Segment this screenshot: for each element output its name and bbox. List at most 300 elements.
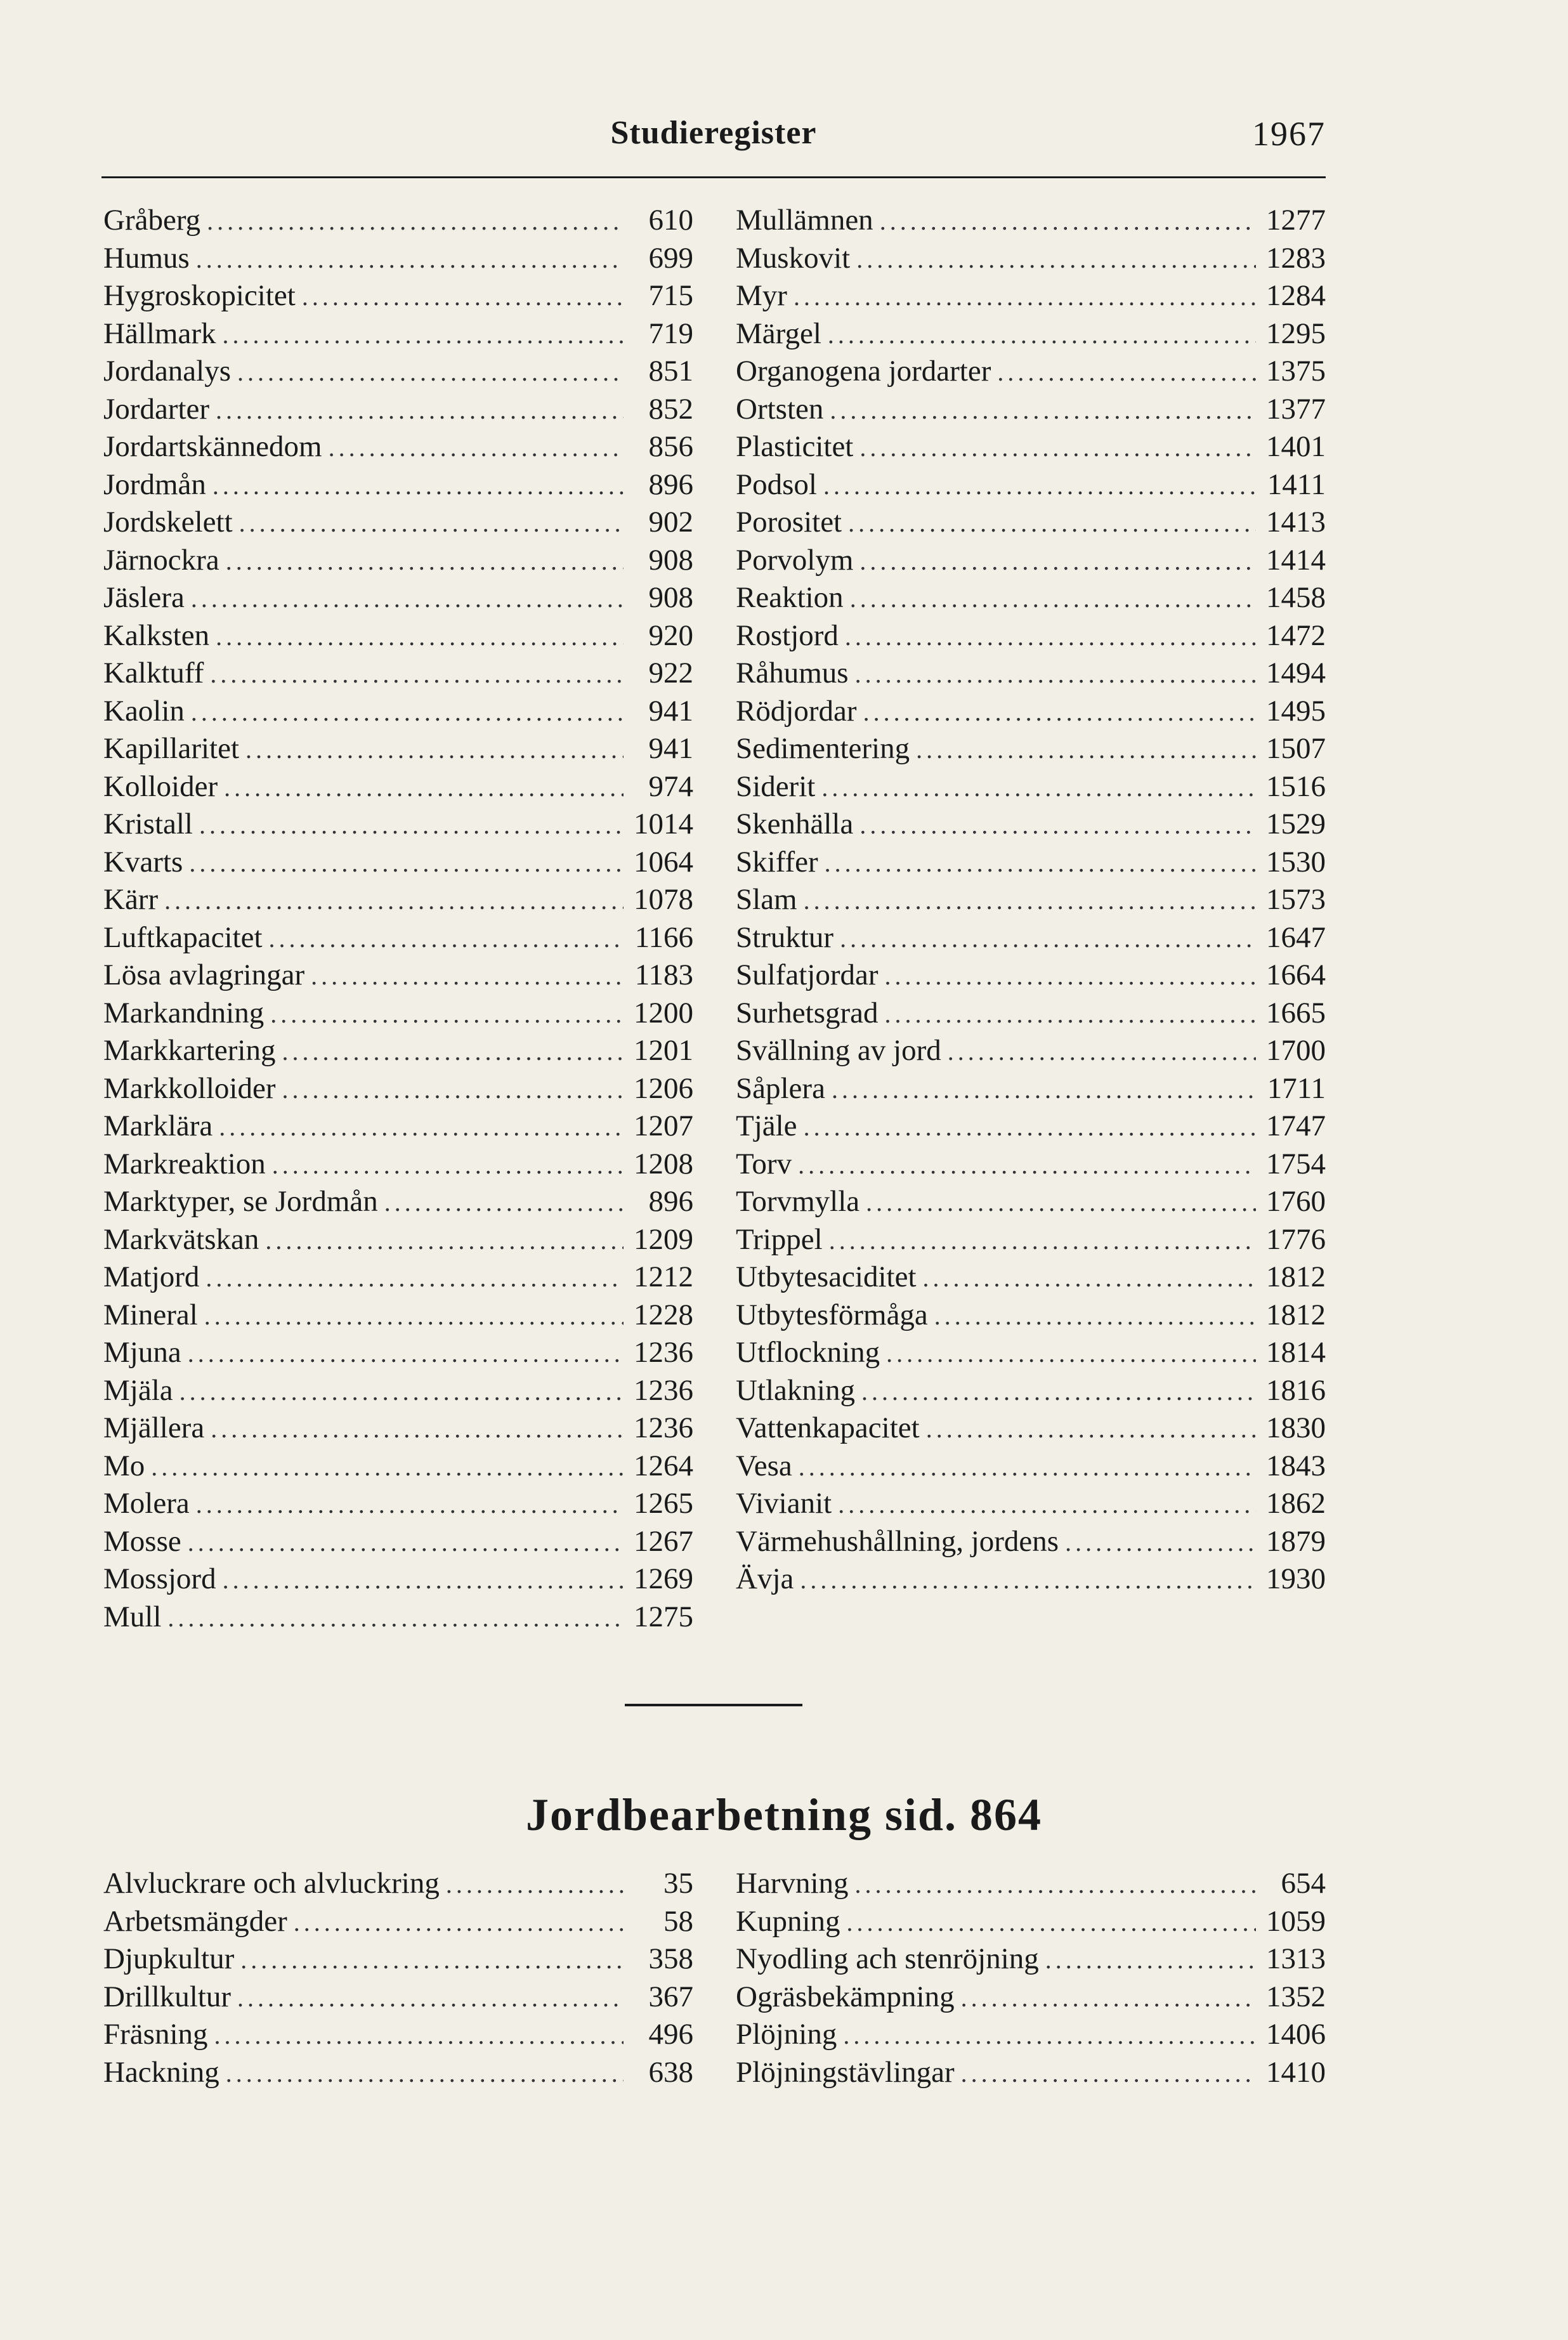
dot-leader bbox=[866, 1184, 1256, 1222]
index-term: Utlakning bbox=[736, 1373, 855, 1407]
index-entry bbox=[103, 542, 693, 580]
index-page-number: 1862 bbox=[1266, 1487, 1326, 1520]
header-rule bbox=[101, 176, 1326, 178]
index-entry bbox=[736, 1560, 1326, 1598]
index-page-number: 715 bbox=[648, 279, 693, 312]
index-entry bbox=[736, 768, 1326, 806]
index-page-number: 908 bbox=[648, 543, 693, 577]
index-page-number: 1930 bbox=[1266, 1562, 1326, 1595]
index-page-number: 1014 bbox=[634, 807, 693, 840]
dot-leader bbox=[180, 1373, 624, 1411]
index-entry bbox=[736, 1146, 1326, 1184]
index-term: Märgel bbox=[736, 317, 821, 350]
dot-leader bbox=[216, 618, 624, 656]
index-term: Organogena jordarter bbox=[736, 355, 991, 388]
index-term: Hällmark bbox=[103, 317, 216, 350]
index-page-number: 896 bbox=[648, 1185, 693, 1218]
index-term: Tjäle bbox=[736, 1109, 797, 1142]
page-number: 1967 bbox=[1252, 115, 1326, 153]
index-entry bbox=[736, 277, 1326, 315]
index-entry bbox=[103, 1032, 693, 1070]
index-page-number: 1201 bbox=[634, 1034, 693, 1067]
index-entry bbox=[736, 1297, 1326, 1335]
index-page-number: 1458 bbox=[1266, 581, 1326, 614]
index-entry bbox=[103, 995, 693, 1033]
index-page-number: 1495 bbox=[1266, 694, 1326, 728]
index-page-number: 1664 bbox=[1266, 958, 1326, 991]
index-page-number: 896 bbox=[648, 467, 693, 501]
dot-leader bbox=[282, 1071, 624, 1109]
dot-leader bbox=[223, 316, 624, 354]
dot-leader bbox=[167, 1599, 624, 1637]
index-page-number: 1830 bbox=[1266, 1411, 1326, 1444]
index-entry bbox=[736, 1108, 1326, 1146]
index-entry bbox=[103, 240, 693, 278]
index-entry bbox=[736, 1865, 1326, 1903]
index-term: Molera bbox=[103, 1487, 190, 1520]
index-page-number: 1410 bbox=[1266, 2055, 1326, 2089]
index-entry bbox=[103, 655, 693, 693]
index-term: Skenhälla bbox=[736, 807, 854, 840]
index-term: Matjord bbox=[103, 1260, 200, 1293]
index-entry bbox=[103, 919, 693, 957]
index-page-number: 941 bbox=[648, 694, 693, 728]
dot-leader bbox=[850, 580, 1256, 618]
index-entry bbox=[736, 693, 1326, 731]
dot-leader bbox=[311, 957, 624, 995]
index-entry bbox=[736, 844, 1326, 882]
index-entry bbox=[736, 1448, 1326, 1486]
page-header bbox=[101, 114, 1326, 165]
index-entry bbox=[736, 428, 1326, 466]
index-page-number: 1277 bbox=[1266, 204, 1326, 237]
dot-leader bbox=[886, 1335, 1256, 1373]
index-term: Sulfatjordar bbox=[736, 958, 879, 991]
index-entry bbox=[103, 730, 693, 768]
index-term: Mossjord bbox=[103, 1562, 216, 1595]
index-page-number: 902 bbox=[648, 506, 693, 539]
dot-leader bbox=[855, 655, 1256, 693]
dot-leader bbox=[191, 693, 624, 731]
dot-leader bbox=[799, 1448, 1256, 1486]
index-term: Mullämnen bbox=[736, 204, 873, 237]
index-column-left bbox=[103, 202, 693, 1636]
index-page-number: 654 bbox=[1281, 1867, 1326, 1900]
index-page-number: 638 bbox=[648, 2055, 693, 2089]
index-term: Svällning av jord bbox=[736, 1034, 941, 1067]
section-column-left bbox=[103, 1865, 693, 2091]
index-term: Muskovit bbox=[736, 241, 851, 275]
index-term: Kärr bbox=[103, 883, 159, 916]
index-page-number: 719 bbox=[648, 317, 693, 350]
index-term: Ortsten bbox=[736, 392, 824, 426]
dot-leader bbox=[302, 278, 624, 316]
index-page-number: 1313 bbox=[1266, 1942, 1326, 1975]
index-entry bbox=[103, 1221, 693, 1259]
index-entry bbox=[103, 1258, 693, 1297]
index-entry bbox=[103, 466, 693, 504]
dot-leader bbox=[821, 769, 1256, 807]
index-term: Kolloider bbox=[103, 769, 218, 803]
index-entry bbox=[103, 617, 693, 655]
dot-leader bbox=[164, 882, 624, 920]
index-page-number: 1754 bbox=[1266, 1147, 1326, 1180]
index-page-number: 1265 bbox=[634, 1487, 693, 1520]
index-page-number: 1879 bbox=[1266, 1524, 1326, 1558]
dot-leader bbox=[189, 844, 624, 882]
index-entry bbox=[103, 1409, 693, 1448]
dot-leader bbox=[840, 920, 1256, 958]
dot-leader bbox=[329, 429, 624, 467]
index-page-number: 851 bbox=[648, 355, 693, 388]
index-term: Marklära bbox=[103, 1109, 213, 1142]
section-column-right bbox=[736, 1865, 1326, 2091]
index-term: Järnockra bbox=[103, 543, 219, 577]
index-term: Kalktuff bbox=[103, 657, 204, 690]
index-entry bbox=[736, 1940, 1326, 1978]
index-term: Kapillaritet bbox=[103, 732, 240, 765]
index-page-number: 58 bbox=[663, 1904, 693, 1938]
dot-leader bbox=[206, 1259, 624, 1297]
index-term: Såplera bbox=[736, 1071, 825, 1105]
dot-leader bbox=[825, 844, 1256, 882]
index-page-number: 941 bbox=[648, 732, 693, 765]
index-entry bbox=[736, 1258, 1326, 1297]
index-page-number: 1530 bbox=[1266, 845, 1326, 879]
index-entry bbox=[736, 730, 1326, 768]
index-term: Siderit bbox=[736, 769, 816, 803]
index-term: Marktyper, se Jordmån bbox=[103, 1185, 378, 1218]
dot-leader bbox=[237, 1979, 624, 2017]
index-page-number: 1816 bbox=[1266, 1373, 1326, 1407]
dot-leader bbox=[843, 2016, 1256, 2055]
index-page-number: 1275 bbox=[634, 1600, 693, 1633]
index-entry bbox=[736, 1903, 1326, 1941]
dot-leader bbox=[188, 1335, 624, 1373]
index-term: Luftkapacitet bbox=[103, 920, 263, 954]
index-term: Vivianit bbox=[736, 1487, 832, 1520]
index-term: Plasticitet bbox=[736, 430, 854, 463]
index-term: Värmehushållning, jordens bbox=[736, 1524, 1059, 1558]
dot-leader bbox=[828, 316, 1256, 354]
index-entry bbox=[736, 1070, 1326, 1108]
index-entry bbox=[103, 1448, 693, 1486]
dot-leader bbox=[961, 2055, 1256, 2093]
index-term: Fräsning bbox=[103, 2018, 208, 2051]
index-page-number: 1494 bbox=[1266, 657, 1326, 690]
index-entry bbox=[103, 202, 693, 240]
dot-leader bbox=[798, 1146, 1256, 1184]
dot-leader bbox=[855, 1866, 1256, 1904]
index-page-number: 35 bbox=[663, 1867, 693, 1900]
index-page-number: 699 bbox=[648, 241, 693, 275]
index-page-number: 1059 bbox=[1266, 1904, 1326, 1938]
index-entry bbox=[736, 1032, 1326, 1070]
index-term: Kaolin bbox=[103, 694, 185, 728]
index-entry bbox=[103, 277, 693, 315]
index-term: Torv bbox=[736, 1147, 792, 1180]
dot-leader bbox=[226, 542, 624, 580]
dot-leader bbox=[832, 1071, 1256, 1109]
dot-leader bbox=[199, 806, 624, 844]
index-entry bbox=[736, 202, 1326, 240]
index-page-number: 1375 bbox=[1266, 355, 1326, 388]
dot-leader bbox=[216, 391, 624, 429]
index-page-number: 974 bbox=[648, 769, 693, 803]
dot-leader bbox=[196, 240, 624, 278]
index-term: Plöjning bbox=[736, 2018, 837, 2051]
index-entry bbox=[103, 1485, 693, 1523]
index-page-number: 1401 bbox=[1266, 430, 1326, 463]
index-entry bbox=[736, 1409, 1326, 1448]
index-page-number: 1507 bbox=[1266, 732, 1326, 765]
index-entry bbox=[103, 1070, 693, 1108]
index-entry bbox=[103, 1598, 693, 1637]
dot-leader bbox=[151, 1448, 624, 1486]
index-term: Ogräsbekämpning bbox=[736, 1980, 955, 2013]
dot-leader bbox=[191, 580, 624, 618]
dot-leader bbox=[948, 1033, 1256, 1071]
index-term: Jordarter bbox=[103, 392, 210, 426]
index-term: Rostjord bbox=[736, 618, 839, 652]
index-entry bbox=[103, 391, 693, 429]
index-term: Råhumus bbox=[736, 657, 849, 690]
dot-leader bbox=[240, 1941, 624, 1979]
index-page-number: 1212 bbox=[634, 1260, 693, 1293]
index-entry bbox=[103, 806, 693, 844]
dot-leader bbox=[207, 202, 624, 240]
dot-leader bbox=[239, 504, 624, 542]
index-entry bbox=[736, 1978, 1326, 2016]
index-term: Kvarts bbox=[103, 845, 183, 879]
index-entry bbox=[103, 881, 693, 919]
dot-leader bbox=[269, 920, 624, 958]
index-page-number: 1711 bbox=[1267, 1071, 1326, 1105]
index-entry bbox=[103, 315, 693, 353]
index-term: Kristall bbox=[103, 807, 193, 840]
index-entry bbox=[736, 806, 1326, 844]
index-page-number: 1236 bbox=[634, 1336, 693, 1369]
index-term: Reaktion bbox=[736, 581, 844, 614]
index-page-number: 1166 bbox=[634, 920, 693, 954]
index-page-number: 1747 bbox=[1266, 1109, 1326, 1142]
index-page-number: 1295 bbox=[1266, 317, 1326, 350]
dot-leader bbox=[245, 731, 624, 769]
index-page-number: 1814 bbox=[1266, 1336, 1326, 1369]
dot-leader bbox=[237, 353, 624, 391]
index-entry bbox=[103, 1865, 693, 1903]
index-entry bbox=[103, 2016, 693, 2054]
dot-leader bbox=[859, 806, 1256, 844]
dot-leader bbox=[830, 391, 1256, 429]
index-entry bbox=[736, 957, 1326, 995]
index-term: Utbytesaciditet bbox=[736, 1260, 917, 1293]
index-entry bbox=[736, 315, 1326, 353]
index-entry bbox=[103, 1108, 693, 1146]
index-term: Plöjningstävlingar bbox=[736, 2055, 955, 2089]
index-page-number: 1406 bbox=[1266, 2018, 1326, 2051]
index-column-right bbox=[736, 202, 1326, 1598]
index-term: Porvolym bbox=[736, 543, 854, 577]
index-term: Markandning bbox=[103, 996, 265, 1029]
index-entry bbox=[736, 2016, 1326, 2054]
index-term: Harvning bbox=[736, 1867, 849, 1900]
dot-leader bbox=[211, 1410, 624, 1448]
index-page-number: 1206 bbox=[634, 1071, 693, 1105]
index-page-number: 1078 bbox=[634, 883, 693, 916]
dot-leader bbox=[926, 1410, 1256, 1448]
index-term: Porositet bbox=[736, 506, 842, 539]
index-term: Nyodling ach stenröjning bbox=[736, 1942, 1039, 1975]
dot-leader bbox=[223, 1561, 624, 1599]
index-term: Mo bbox=[103, 1449, 145, 1482]
index-term: Jordskelett bbox=[103, 506, 233, 539]
index-page-number: 852 bbox=[648, 392, 693, 426]
dot-leader bbox=[997, 353, 1256, 391]
index-entry bbox=[736, 919, 1326, 957]
index-page-number: 1228 bbox=[634, 1298, 693, 1331]
index-page-number: 1236 bbox=[634, 1411, 693, 1444]
index-term: Kupning bbox=[736, 1904, 840, 1938]
index-page-number: 1776 bbox=[1266, 1222, 1326, 1256]
dot-leader bbox=[829, 1222, 1256, 1260]
dot-leader bbox=[210, 655, 624, 693]
index-entry bbox=[736, 1372, 1326, 1410]
dot-leader bbox=[265, 1222, 624, 1260]
index-term: Utbytesförmåga bbox=[736, 1298, 928, 1331]
index-page-number: 1812 bbox=[1266, 1298, 1326, 1331]
index-term: Humus bbox=[103, 241, 190, 275]
dot-leader bbox=[196, 1486, 624, 1524]
index-entry bbox=[736, 617, 1326, 655]
index-page-number: 920 bbox=[648, 618, 693, 652]
dot-leader bbox=[804, 882, 1256, 920]
index-page-number: 1267 bbox=[634, 1524, 693, 1558]
dot-leader bbox=[282, 1033, 624, 1071]
dot-leader bbox=[1065, 1524, 1256, 1562]
index-entry bbox=[736, 579, 1326, 617]
index-term: Gråberg bbox=[103, 204, 201, 237]
index-entry bbox=[736, 1485, 1326, 1523]
index-term: Sedimentering bbox=[736, 732, 910, 765]
dot-leader bbox=[885, 995, 1256, 1033]
index-term: Torvmylla bbox=[736, 1185, 860, 1218]
dot-leader bbox=[804, 1108, 1256, 1146]
index-page-number: 1516 bbox=[1266, 769, 1326, 803]
index-entry bbox=[103, 1978, 693, 2016]
index-page-number: 1283 bbox=[1266, 241, 1326, 275]
index-term: Hackning bbox=[103, 2055, 219, 2089]
dot-leader bbox=[294, 1904, 624, 1942]
dot-leader bbox=[272, 1146, 624, 1184]
dot-leader bbox=[204, 1297, 624, 1335]
index-page-number: 496 bbox=[648, 2018, 693, 2051]
dot-leader bbox=[885, 957, 1257, 995]
index-term: Lösa avlagringar bbox=[103, 958, 305, 991]
index-entry bbox=[103, 1334, 693, 1372]
index-page-number: 1264 bbox=[634, 1449, 693, 1482]
dot-leader bbox=[856, 240, 1256, 278]
index-entry bbox=[736, 2054, 1326, 2092]
index-entry bbox=[103, 1372, 693, 1410]
index-term: Mjäla bbox=[103, 1373, 173, 1407]
dot-leader bbox=[923, 1259, 1256, 1297]
dot-leader bbox=[270, 995, 624, 1033]
index-entry bbox=[736, 353, 1326, 391]
index-page-number: 1812 bbox=[1266, 1260, 1326, 1293]
index-term: Myr bbox=[736, 279, 787, 312]
index-entry bbox=[103, 768, 693, 806]
index-entry bbox=[103, 2054, 693, 2092]
index-page-number: 1183 bbox=[634, 958, 693, 991]
dot-leader bbox=[446, 1866, 624, 1904]
index-entry bbox=[736, 466, 1326, 504]
index-term: Mosse bbox=[103, 1524, 181, 1558]
index-term: Jordmån bbox=[103, 467, 206, 501]
index-entry bbox=[103, 693, 693, 731]
index-term: Mjuna bbox=[103, 1336, 181, 1369]
index-page-number: 1414 bbox=[1266, 543, 1326, 577]
index-page-number: 1269 bbox=[634, 1562, 693, 1595]
index-term: Mjällera bbox=[103, 1411, 205, 1444]
index-page-number: 908 bbox=[648, 581, 693, 614]
index-entry bbox=[736, 1523, 1326, 1561]
index-page-number: 358 bbox=[648, 1942, 693, 1975]
dot-leader bbox=[861, 1373, 1256, 1411]
index-entry bbox=[103, 428, 693, 466]
index-entry bbox=[103, 1560, 693, 1598]
index-term: Djupkultur bbox=[103, 1942, 235, 1975]
index-term: Vattenkapacitet bbox=[736, 1411, 920, 1444]
index-term: Markreaktion bbox=[103, 1147, 266, 1180]
index-entry bbox=[103, 1183, 693, 1221]
index-page-number: 1352 bbox=[1266, 1980, 1326, 2013]
index-page-number: 1647 bbox=[1266, 920, 1326, 954]
index-term: Rödjordar bbox=[736, 694, 857, 728]
index-entry bbox=[736, 995, 1326, 1033]
index-term: Drillkultur bbox=[103, 1980, 232, 2013]
dot-leader bbox=[212, 467, 624, 505]
index-term: Mull bbox=[103, 1600, 162, 1633]
dot-leader bbox=[848, 504, 1256, 542]
index-entry bbox=[103, 353, 693, 391]
dot-leader bbox=[226, 2055, 624, 2093]
index-page-number: 1760 bbox=[1266, 1185, 1326, 1218]
index-entry bbox=[736, 1183, 1326, 1221]
index-term: Struktur bbox=[736, 920, 834, 954]
index-page-number: 1064 bbox=[634, 845, 693, 879]
index-term: Podsol bbox=[736, 467, 817, 501]
section-divider bbox=[625, 1704, 802, 1706]
index-page-number: 1208 bbox=[634, 1147, 693, 1180]
index-page-number: 1573 bbox=[1266, 883, 1326, 916]
dot-leader bbox=[219, 1108, 624, 1146]
index-term: Slam bbox=[736, 883, 797, 916]
index-entry bbox=[103, 1940, 693, 1978]
index-term: Alvluckrare och alvluckring bbox=[103, 1867, 440, 1900]
dot-leader bbox=[794, 278, 1256, 316]
index-term: Markkolloider bbox=[103, 1071, 276, 1105]
index-term: Hygroskopicitet bbox=[103, 279, 296, 312]
index-entry bbox=[103, 1146, 693, 1184]
index-page-number: 1207 bbox=[634, 1109, 693, 1142]
index-term: Surhetsgrad bbox=[736, 996, 879, 1029]
index-entry bbox=[736, 504, 1326, 542]
dot-leader bbox=[859, 542, 1256, 580]
index-term: Markkartering bbox=[103, 1034, 276, 1067]
index-entry bbox=[103, 957, 693, 995]
index-entry bbox=[103, 844, 693, 882]
